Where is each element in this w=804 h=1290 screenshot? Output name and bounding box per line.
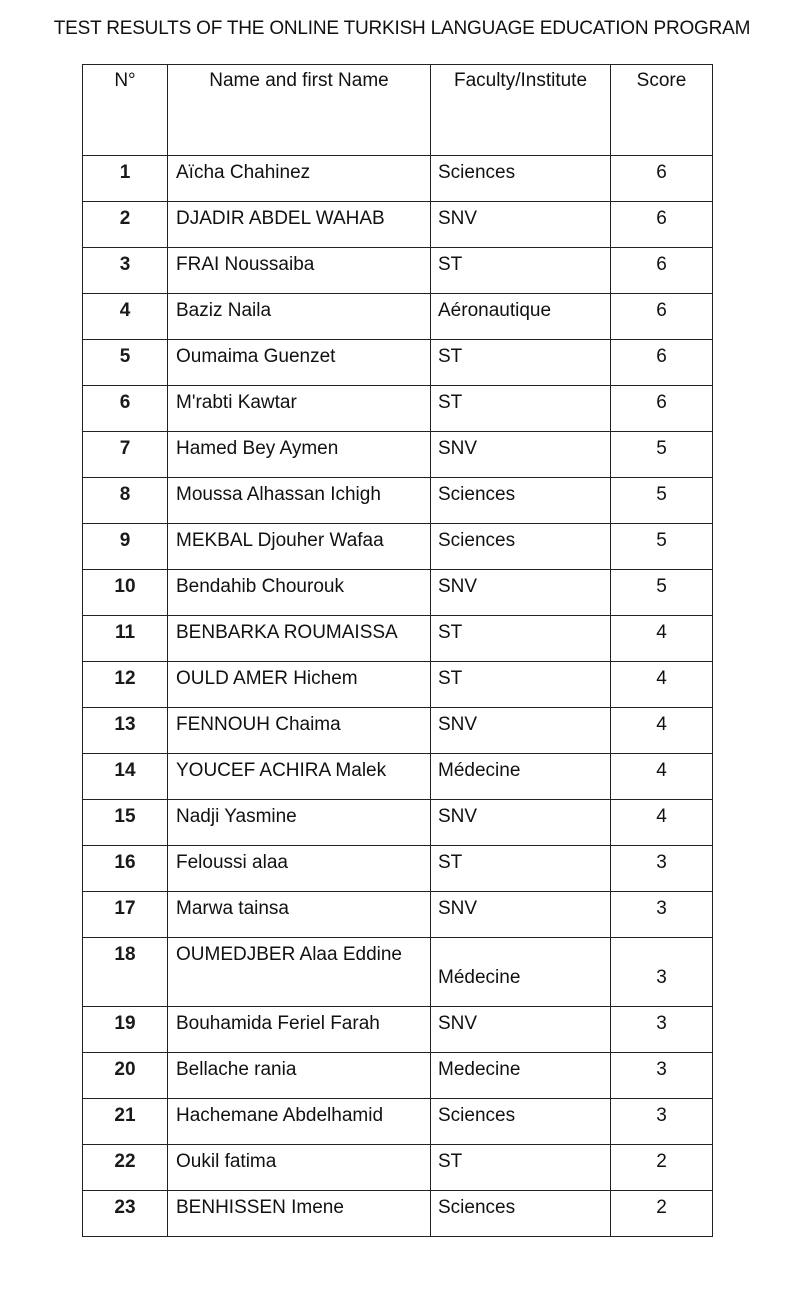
table-row bbox=[83, 708, 713, 754]
header-name: Name and first Name bbox=[168, 65, 431, 156]
table-row bbox=[83, 662, 713, 708]
row-score: 4 bbox=[611, 800, 713, 846]
row-name: Bellache rania bbox=[168, 1053, 431, 1099]
table-row bbox=[83, 846, 713, 892]
table-row bbox=[83, 616, 713, 662]
header-score: Score bbox=[611, 65, 713, 156]
row-score: 2 bbox=[611, 1191, 713, 1237]
row-name: Moussa Alhassan Ichigh bbox=[168, 478, 431, 524]
row-name: FENNOUH Chaima bbox=[168, 708, 431, 754]
row-score: 5 bbox=[611, 478, 713, 524]
row-score: 6 bbox=[611, 294, 713, 340]
row-number: 11 bbox=[83, 616, 168, 662]
row-faculty: SNV bbox=[431, 432, 611, 478]
row-faculty: Sciences bbox=[431, 156, 611, 202]
row-number: 5 bbox=[83, 340, 168, 386]
row-faculty: Médecine bbox=[431, 938, 611, 1007]
row-name: Oumaima Guenzet bbox=[168, 340, 431, 386]
header-number: N° bbox=[83, 65, 168, 156]
row-score: 4 bbox=[611, 616, 713, 662]
row-name: Bendahib Chourouk bbox=[168, 570, 431, 616]
row-number: 4 bbox=[83, 294, 168, 340]
row-score: 3 bbox=[611, 1007, 713, 1053]
results-table bbox=[82, 64, 713, 1237]
row-faculty: ST bbox=[431, 846, 611, 892]
row-number: 17 bbox=[83, 892, 168, 938]
row-score: 4 bbox=[611, 662, 713, 708]
row-name: Feloussi alaa bbox=[168, 846, 431, 892]
row-faculty: Medecine bbox=[431, 1053, 611, 1099]
row-faculty: SNV bbox=[431, 570, 611, 616]
row-score: 3 bbox=[611, 938, 713, 1007]
row-score: 3 bbox=[611, 1099, 713, 1145]
row-number: 10 bbox=[83, 570, 168, 616]
row-score: 4 bbox=[611, 708, 713, 754]
row-number: 7 bbox=[83, 432, 168, 478]
row-number: 2 bbox=[83, 202, 168, 248]
row-faculty: Sciences bbox=[431, 524, 611, 570]
row-score: 6 bbox=[611, 248, 713, 294]
row-number: 20 bbox=[83, 1053, 168, 1099]
document-title: TEST RESULTS OF THE ONLINE TURKISH LANGUAGE EDUCATION PROGRAM bbox=[53, 18, 751, 39]
row-name: DJADIR ABDEL WAHAB bbox=[168, 202, 431, 248]
row-number: 1 bbox=[83, 156, 168, 202]
row-faculty: SNV bbox=[431, 800, 611, 846]
row-number: 3 bbox=[83, 248, 168, 294]
row-score: 5 bbox=[611, 570, 713, 616]
table-row bbox=[83, 524, 713, 570]
row-number: 19 bbox=[83, 1007, 168, 1053]
row-faculty: Sciences bbox=[431, 1099, 611, 1145]
row-name: MEKBAL Djouher Wafaa bbox=[168, 524, 431, 570]
row-faculty: ST bbox=[431, 386, 611, 432]
table-row bbox=[83, 478, 713, 524]
row-name: OUMEDJBER Alaa Eddine bbox=[168, 938, 431, 1007]
table-row bbox=[83, 340, 713, 386]
row-score: 5 bbox=[611, 432, 713, 478]
table-row bbox=[83, 156, 713, 202]
row-number: 13 bbox=[83, 708, 168, 754]
row-name: Hamed Bey Aymen bbox=[168, 432, 431, 478]
row-score: 6 bbox=[611, 156, 713, 202]
table-row bbox=[83, 800, 713, 846]
row-name: Oukil fatima bbox=[168, 1145, 431, 1191]
row-name: Bouhamida Feriel Farah bbox=[168, 1007, 431, 1053]
row-score: 6 bbox=[611, 340, 713, 386]
row-name: M'rabti Kawtar bbox=[168, 386, 431, 432]
row-score: 2 bbox=[611, 1145, 713, 1191]
table-row bbox=[83, 938, 713, 1007]
table-row bbox=[83, 1099, 713, 1145]
table-row bbox=[83, 248, 713, 294]
row-name: Baziz Naila bbox=[168, 294, 431, 340]
row-name: Hachemane Abdelhamid bbox=[168, 1099, 431, 1145]
row-name: BENBARKA ROUMAISSA bbox=[168, 616, 431, 662]
table-row bbox=[83, 386, 713, 432]
row-number: 14 bbox=[83, 754, 168, 800]
row-name: OULD AMER Hichem bbox=[168, 662, 431, 708]
row-score: 5 bbox=[611, 524, 713, 570]
row-faculty: Aéronautique bbox=[431, 294, 611, 340]
row-faculty: Sciences bbox=[431, 1191, 611, 1237]
row-number: 23 bbox=[83, 1191, 168, 1237]
table-row bbox=[83, 1191, 713, 1237]
table-row bbox=[83, 202, 713, 248]
table-row bbox=[83, 1053, 713, 1099]
table-row bbox=[83, 1007, 713, 1053]
row-number: 22 bbox=[83, 1145, 168, 1191]
row-number: 9 bbox=[83, 524, 168, 570]
row-number: 18 bbox=[83, 938, 168, 1007]
row-score: 4 bbox=[611, 754, 713, 800]
row-number: 15 bbox=[83, 800, 168, 846]
header-faculty: Faculty/Institute bbox=[431, 65, 611, 156]
row-number: 21 bbox=[83, 1099, 168, 1145]
table-row bbox=[83, 892, 713, 938]
row-number: 8 bbox=[83, 478, 168, 524]
row-name: Marwa tainsa bbox=[168, 892, 431, 938]
row-faculty: SNV bbox=[431, 892, 611, 938]
row-name: FRAI Noussaiba bbox=[168, 248, 431, 294]
row-number: 12 bbox=[83, 662, 168, 708]
table-header-row bbox=[83, 65, 713, 156]
row-faculty: Sciences bbox=[431, 478, 611, 524]
row-faculty: ST bbox=[431, 340, 611, 386]
row-name: Nadji Yasmine bbox=[168, 800, 431, 846]
row-faculty: ST bbox=[431, 616, 611, 662]
row-name: Aïcha Chahinez bbox=[168, 156, 431, 202]
row-score: 3 bbox=[611, 846, 713, 892]
row-score: 6 bbox=[611, 386, 713, 432]
row-faculty: SNV bbox=[431, 202, 611, 248]
row-name: BENHISSEN Imene bbox=[168, 1191, 431, 1237]
row-faculty: Médecine bbox=[431, 754, 611, 800]
table-body bbox=[83, 156, 713, 1237]
row-faculty: ST bbox=[431, 662, 611, 708]
table-row bbox=[83, 294, 713, 340]
row-faculty: SNV bbox=[431, 1007, 611, 1053]
table-row bbox=[83, 432, 713, 478]
row-faculty: SNV bbox=[431, 708, 611, 754]
row-number: 16 bbox=[83, 846, 168, 892]
row-number: 6 bbox=[83, 386, 168, 432]
table-row bbox=[83, 754, 713, 800]
table-row bbox=[83, 1145, 713, 1191]
row-faculty: ST bbox=[431, 248, 611, 294]
row-score: 6 bbox=[611, 202, 713, 248]
row-faculty: ST bbox=[431, 1145, 611, 1191]
row-name: YOUCEF ACHIRA Malek bbox=[168, 754, 431, 800]
row-score: 3 bbox=[611, 1053, 713, 1099]
table-row bbox=[83, 570, 713, 616]
row-score: 3 bbox=[611, 892, 713, 938]
